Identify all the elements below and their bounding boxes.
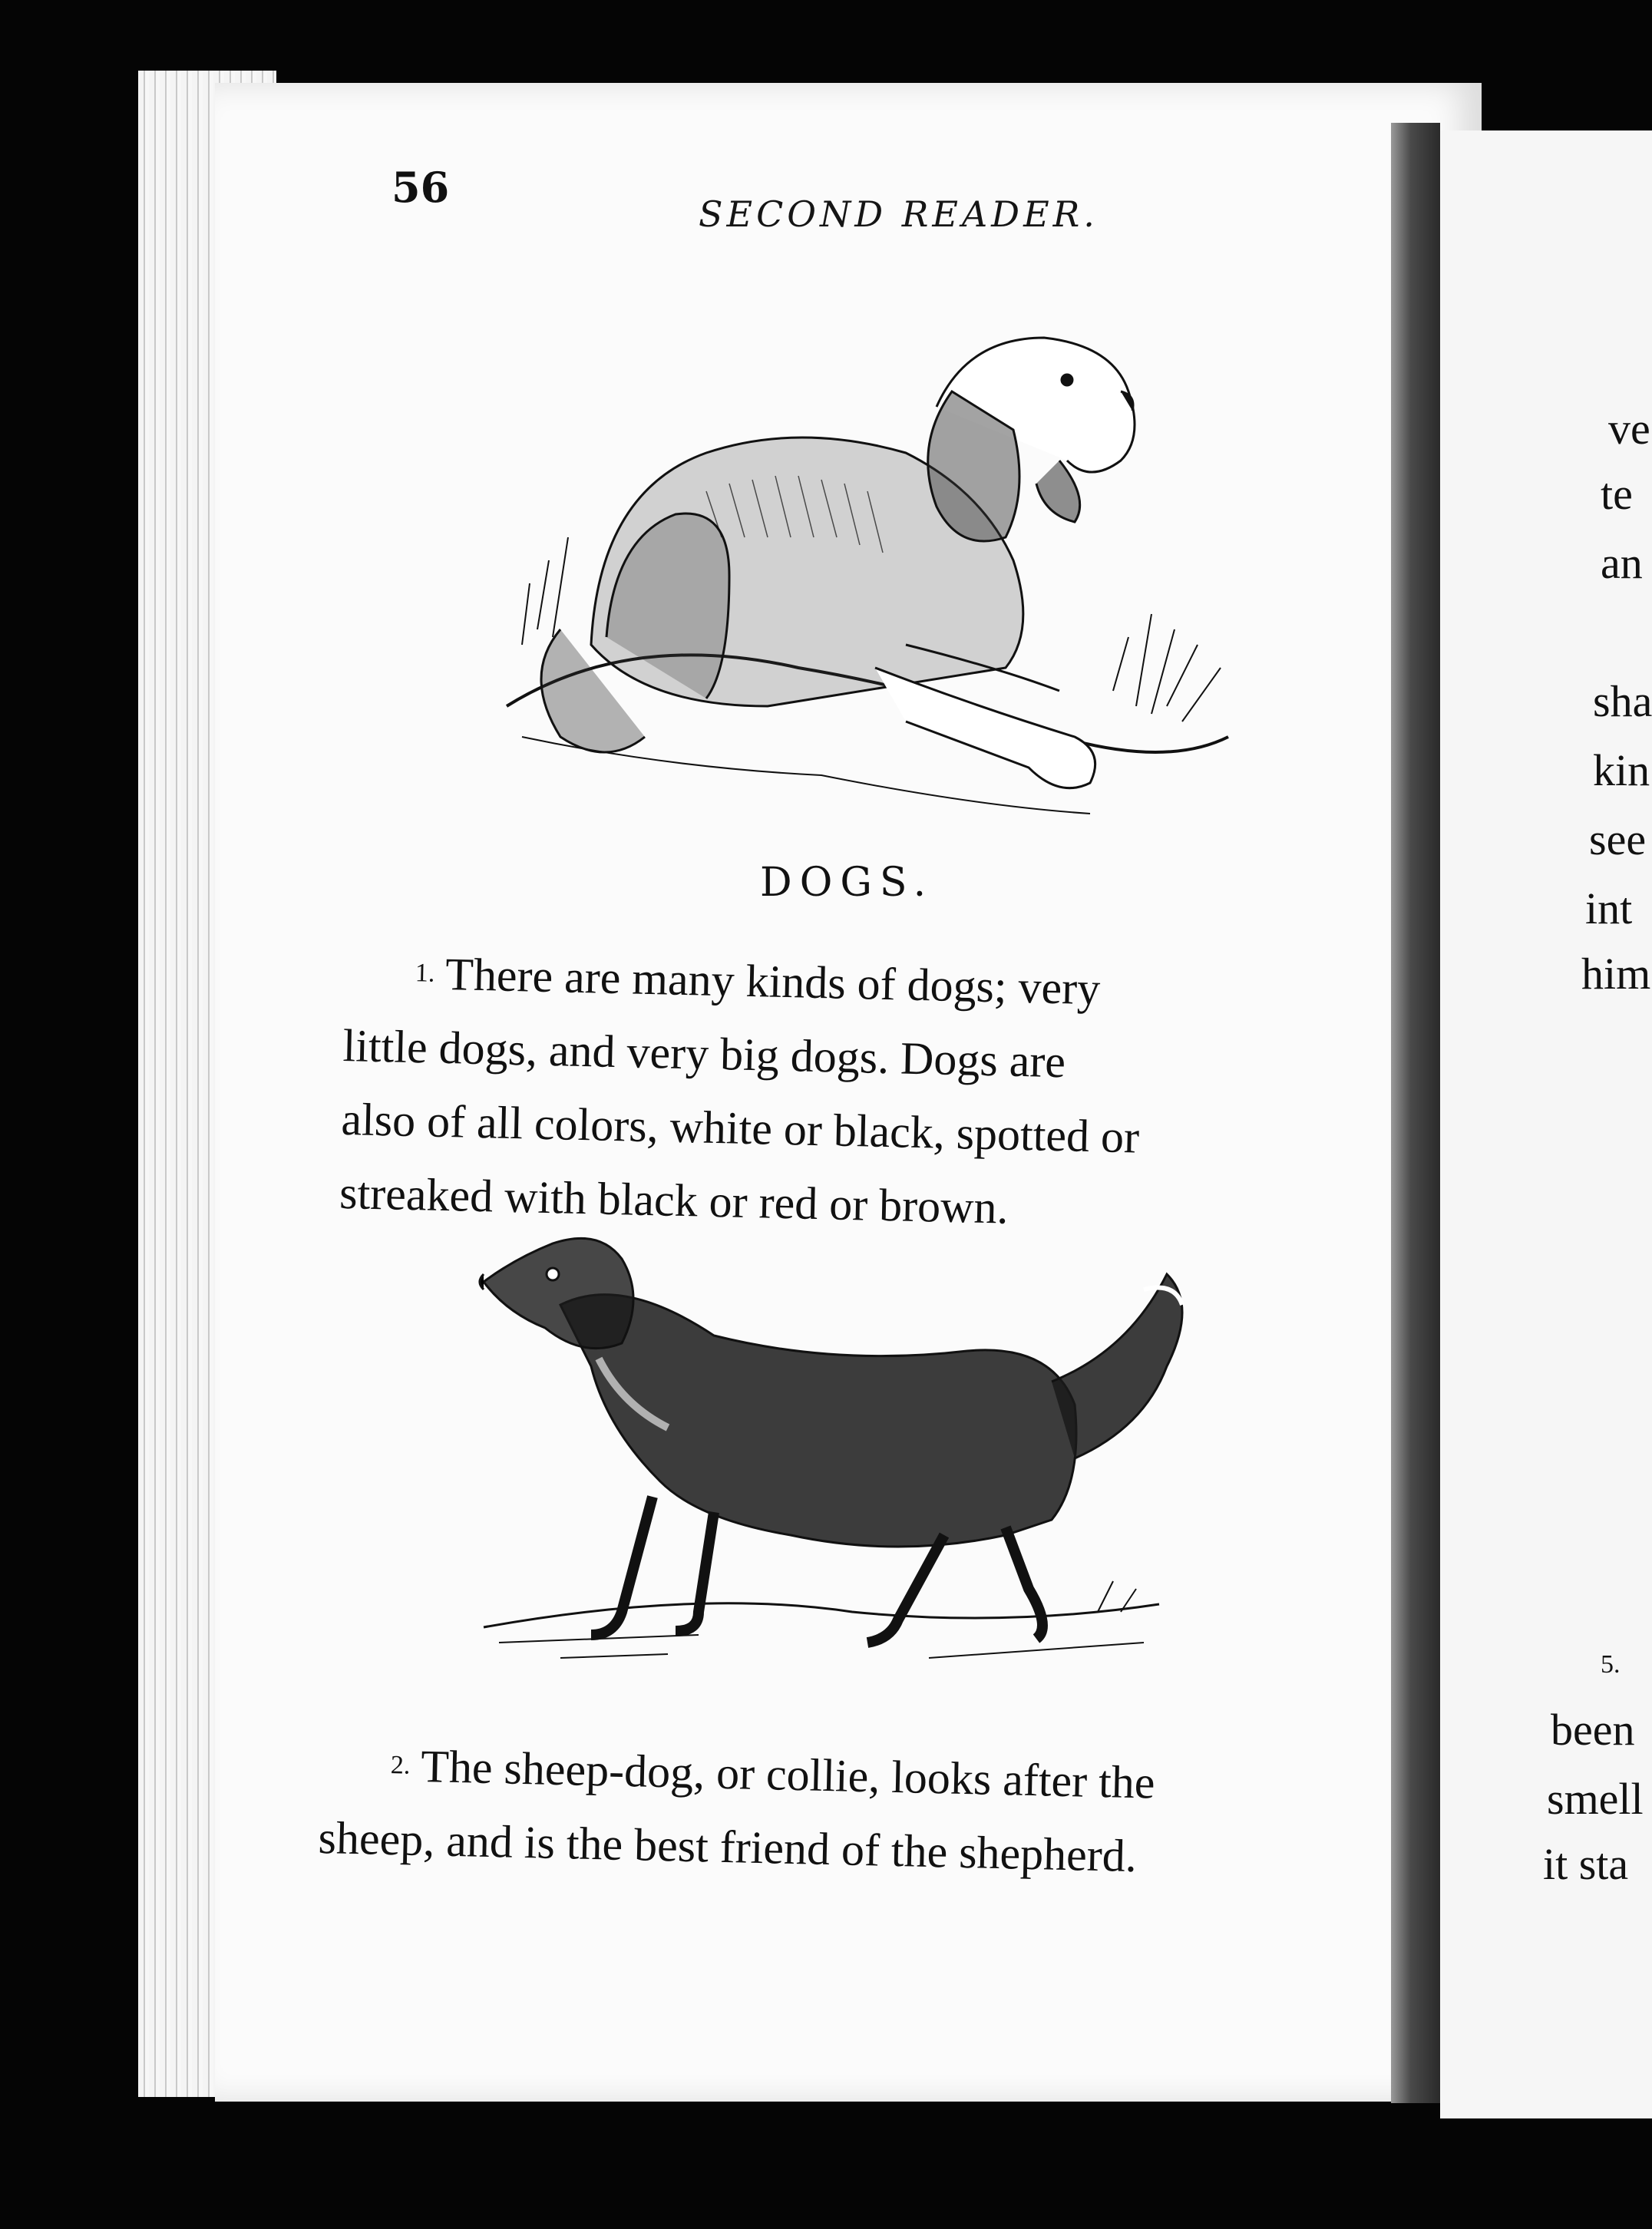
facing-page-fragment: an xyxy=(1601,538,1643,588)
facing-page-fragment: smell xyxy=(1547,1774,1644,1824)
facing-page-fragment: ve xyxy=(1608,404,1650,454)
page-number: 56 xyxy=(392,163,450,212)
paragraph-text: There are many kinds of dogs; very xyxy=(444,948,1101,1015)
hound-illustration xyxy=(476,307,1259,844)
paragraph-line: also of all colors, white or black, spotted or xyxy=(340,1093,1140,1163)
facing-page-fragment: kin xyxy=(1593,745,1650,795)
paragraph-line: streaked with black or red or brown. xyxy=(339,1167,1009,1233)
lesson-title: DOGS. xyxy=(760,860,934,906)
running-head: SECOND READER. xyxy=(699,193,1099,235)
facing-page-fragment: te xyxy=(1601,469,1633,519)
paragraph-2 xyxy=(318,1727,1311,1897)
facing-page-fragment: int xyxy=(1585,883,1633,933)
book-gutter xyxy=(1391,123,1440,2103)
paragraph-line: sheep, and is the best friend of the shepherd. xyxy=(317,1811,1138,1882)
paragraph-number: 1. xyxy=(415,959,435,988)
collie-illustration xyxy=(468,1228,1236,1719)
paragraph-number: 2. xyxy=(390,1751,411,1780)
facing-page-fragment: 5. xyxy=(1601,1650,1621,1679)
facing-page-fragment: sha xyxy=(1593,676,1652,726)
facing-page-fragment: been xyxy=(1551,1705,1635,1755)
facing-page-fragment: it sta xyxy=(1543,1839,1629,1889)
paragraph-line: little dogs, and very big dogs. Dogs are xyxy=(342,1019,1066,1088)
paragraph-1 xyxy=(339,935,1343,1252)
facing-page-fragment: see xyxy=(1589,814,1647,864)
paragraph-text: The sheep-dog, or collie, looks after the xyxy=(420,1740,1156,1808)
facing-page-fragment: him xyxy=(1581,949,1651,999)
